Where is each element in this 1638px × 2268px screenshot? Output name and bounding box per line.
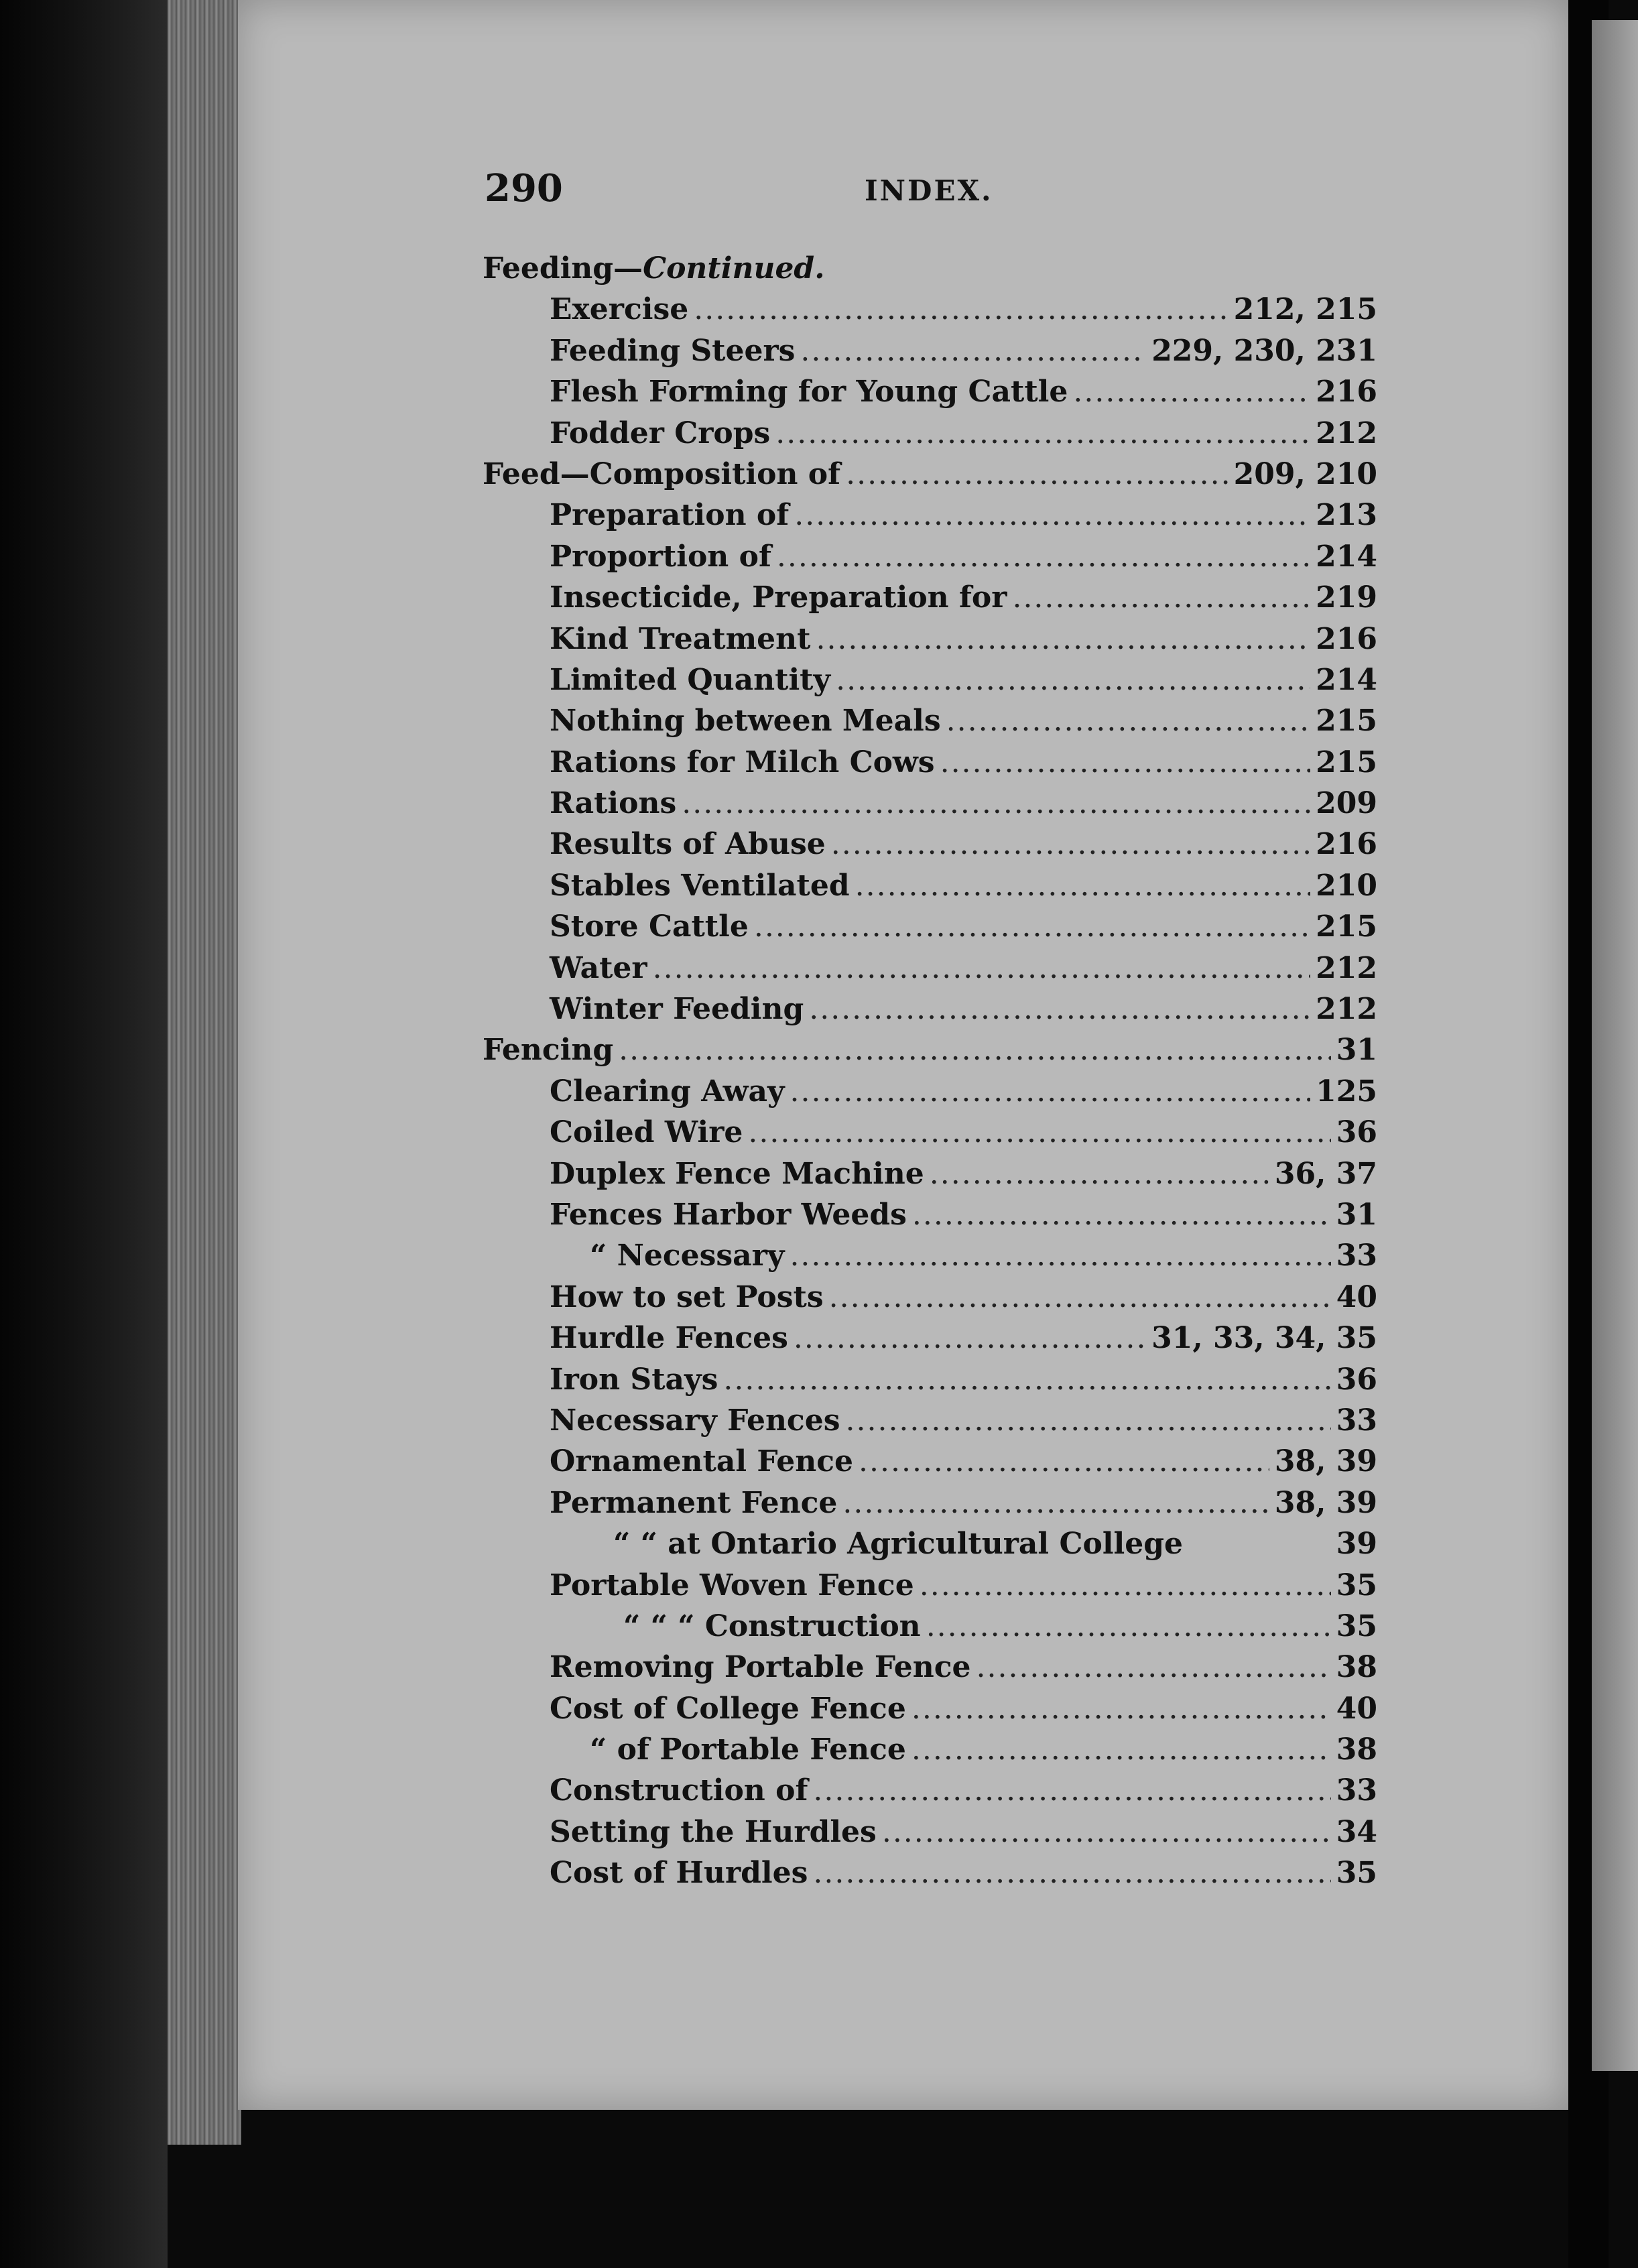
facing-page-edge — [1592, 20, 1638, 2071]
dot-leader — [946, 704, 1311, 738]
index-page-numbers: 38, 39 — [1274, 1444, 1377, 1479]
index-term: Winter Feeding — [550, 992, 804, 1027]
index-term: Results of Abuse — [550, 827, 826, 862]
index-entry — [483, 1650, 1377, 1691]
index-term: Setting the Hurdles — [550, 1814, 877, 1849]
dot-leader — [777, 540, 1310, 574]
dot-leader — [682, 786, 1310, 820]
index-page-numbers: 33 — [1336, 1239, 1377, 1273]
dot-leader — [775, 416, 1310, 450]
index-page-numbers: 212, 215 — [1233, 292, 1377, 327]
dot-leader — [940, 745, 1311, 779]
index-entry — [483, 1527, 1377, 1568]
index-page-numbers: 209 — [1316, 786, 1377, 821]
index-page-numbers: 33 — [1336, 1403, 1377, 1438]
index-term: Cost of Hurdles — [550, 1856, 808, 1891]
index-page-numbers: 38 — [1336, 1650, 1377, 1685]
index-term: Feeding—Continued. — [483, 251, 825, 286]
dot-leader — [748, 1115, 1330, 1149]
index-list — [483, 251, 1377, 1897]
dot-leader — [794, 498, 1310, 532]
index-term: “ “ at Ontario Agricultural College — [613, 1527, 1184, 1562]
dot-leader — [829, 1280, 1331, 1314]
dot-leader — [813, 1773, 1330, 1808]
index-entry — [483, 1732, 1377, 1773]
index-entry — [483, 951, 1377, 992]
dot-leader — [694, 292, 1228, 326]
index-entry — [483, 1157, 1377, 1198]
index-entry — [483, 1321, 1377, 1362]
index-entry — [483, 1363, 1377, 1403]
index-entry — [483, 1609, 1377, 1650]
index-page-numbers: 212 — [1316, 416, 1377, 450]
index-page-numbers: 216 — [1316, 621, 1377, 656]
dot-leader — [1073, 375, 1310, 409]
index-page-numbers: 215 — [1316, 704, 1377, 739]
index-entry — [483, 375, 1377, 416]
index-term: Hurdle Fences — [550, 1321, 788, 1356]
index-term: Fodder Crops — [550, 416, 771, 450]
index-page-numbers: 214 — [1316, 539, 1377, 574]
index-entry — [483, 663, 1377, 704]
index-continued-label: Continued. — [643, 251, 825, 286]
index-entry — [483, 1239, 1377, 1279]
index-page-numbers: 125 — [1316, 1074, 1377, 1109]
index-term: Water — [550, 950, 647, 985]
index-term: Feed—Composition of — [483, 456, 841, 491]
index-page-numbers: 40 — [1336, 1279, 1377, 1314]
index-page-numbers: 36 — [1336, 1362, 1377, 1397]
index-term: Necessary Fences — [550, 1403, 840, 1438]
index-term: Permanent Fence — [550, 1485, 838, 1520]
dot-leader — [653, 951, 1311, 985]
index-term: Iron Stays — [550, 1362, 718, 1397]
index-term: Cost of College Fence — [550, 1691, 906, 1726]
index-page-numbers: 31 — [1336, 1033, 1377, 1068]
index-entry — [483, 292, 1377, 333]
index-page-numbers: 31, 33, 34, 35 — [1151, 1321, 1377, 1356]
dot-leader — [754, 909, 1310, 944]
index-entry — [483, 1403, 1377, 1444]
index-term: Proportion of — [550, 539, 771, 574]
index-term: Nothing between Meals — [550, 704, 941, 739]
index-entry — [483, 704, 1377, 745]
index-term: Kind Treatment — [550, 621, 811, 656]
index-page-numbers: 229, 230, 231 — [1151, 333, 1377, 368]
index-term: Ornamental Fence — [550, 1444, 854, 1479]
index-term: Coiled Wire — [550, 1115, 743, 1150]
index-page-numbers: 212 — [1316, 950, 1377, 985]
index-entry — [483, 745, 1377, 786]
index-term: Clearing Away — [550, 1074, 785, 1109]
index-term: Portable Woven Fence — [550, 1568, 914, 1602]
index-term: Fences Harbor Weeds — [550, 1197, 907, 1232]
index-page-numbers: 38, 39 — [1274, 1485, 1377, 1520]
dot-leader — [813, 1856, 1330, 1890]
index-page-numbers: 210 — [1316, 868, 1377, 903]
dot-leader — [920, 1568, 1331, 1602]
index-page-numbers: 216 — [1316, 375, 1377, 410]
index-page-numbers: 213 — [1316, 498, 1377, 533]
index-entry — [483, 622, 1377, 663]
running-head: INDEX. — [865, 174, 993, 207]
index-term: Feeding Steers — [550, 333, 796, 368]
index-entry — [483, 1033, 1377, 1074]
index-term: Fencing — [483, 1033, 614, 1068]
dot-leader — [855, 869, 1311, 903]
index-term: How to set Posts — [550, 1279, 824, 1314]
index-entry — [483, 540, 1377, 580]
index-term: Exercise — [550, 292, 689, 327]
index-page-numbers: 31 — [1336, 1197, 1377, 1232]
dot-leader — [800, 334, 1146, 368]
dot-leader — [911, 1732, 1331, 1767]
index-term: Removing Portable Fence — [550, 1650, 971, 1685]
dot-leader — [809, 992, 1310, 1026]
index-entry — [483, 498, 1377, 539]
index-term: Construction of — [550, 1773, 808, 1808]
dot-leader — [619, 1033, 1331, 1067]
index-entry — [483, 1815, 1377, 1856]
index-term: Preparation of — [550, 498, 790, 533]
index-page-numbers: 35 — [1336, 1568, 1377, 1602]
index-term: “ “ “ Construction — [623, 1609, 921, 1643]
index-page-numbers: 36 — [1336, 1115, 1377, 1150]
index-page-numbers: 214 — [1316, 662, 1377, 697]
book-binding-shadow — [0, 0, 168, 2268]
index-entry — [483, 334, 1377, 375]
dot-leader — [816, 622, 1310, 656]
index-term: Limited Quantity — [550, 662, 831, 697]
index-page-numbers: 39 — [1336, 1527, 1377, 1562]
index-term: Duplex Fence Machine — [550, 1156, 924, 1191]
index-page-numbers: 212 — [1316, 992, 1377, 1027]
dot-leader — [1012, 580, 1310, 615]
dot-leader — [790, 1074, 1311, 1109]
index-term: Rations — [550, 786, 677, 821]
index-page-numbers: 40 — [1336, 1691, 1377, 1726]
index-term: Insecticide, Preparation for — [550, 580, 1007, 615]
dot-leader — [790, 1239, 1330, 1273]
index-entry — [483, 457, 1377, 498]
index-term: Stables Ventilated — [550, 868, 850, 903]
dot-leader — [926, 1609, 1331, 1643]
index-entry — [483, 1692, 1377, 1732]
index-entry — [483, 1198, 1377, 1239]
dot-leader — [859, 1444, 1269, 1478]
page-header — [485, 166, 1376, 213]
index-entry — [483, 1444, 1377, 1485]
index-entry — [483, 1486, 1377, 1527]
dot-leader — [846, 457, 1228, 491]
index-entry — [483, 827, 1377, 868]
dot-leader — [930, 1157, 1269, 1191]
index-term: Store Cattle — [550, 909, 749, 944]
index-term: Flesh Forming for Young Cattle — [550, 375, 1068, 410]
index-page-numbers: 34 — [1336, 1814, 1377, 1849]
index-page-numbers: 36, 37 — [1274, 1156, 1377, 1191]
page-number: 290 — [485, 166, 563, 210]
index-entry — [483, 1773, 1377, 1814]
dot-leader — [912, 1198, 1331, 1232]
dot-leader — [831, 827, 1310, 861]
dot-leader — [882, 1815, 1331, 1849]
index-page-numbers: 209, 210 — [1233, 456, 1377, 491]
index-entry — [483, 786, 1377, 827]
index-entry — [483, 251, 1377, 292]
index-page-numbers: 35 — [1336, 1609, 1377, 1643]
index-page-numbers: 215 — [1316, 909, 1377, 944]
page-edges — [168, 0, 241, 2145]
dot-leader — [723, 1363, 1330, 1397]
index-page-numbers: 216 — [1316, 827, 1377, 862]
index-page-numbers: 219 — [1316, 580, 1377, 615]
dot-leader — [794, 1321, 1146, 1355]
index-term: Rations for Milch Cows — [550, 745, 935, 779]
index-page-numbers: 215 — [1316, 745, 1377, 779]
dot-leader — [842, 1486, 1269, 1520]
index-term: “ Necessary — [590, 1239, 785, 1273]
index-entry — [483, 1856, 1377, 1897]
dot-leader — [846, 1403, 1331, 1438]
index-page-numbers: 35 — [1336, 1856, 1377, 1891]
index-entry — [483, 1280, 1377, 1321]
index-page-numbers: 38 — [1336, 1732, 1377, 1767]
index-entry — [483, 869, 1377, 909]
index-entry — [483, 580, 1377, 621]
index-entry — [483, 416, 1377, 457]
index-entry — [483, 992, 1377, 1033]
index-entry — [483, 1568, 1377, 1609]
dot-leader — [976, 1650, 1330, 1684]
dot-leader — [911, 1692, 1331, 1726]
index-entry — [483, 1074, 1377, 1115]
index-entry — [483, 909, 1377, 950]
index-entry — [483, 1115, 1377, 1156]
index-term: “ of Portable Fence — [590, 1732, 906, 1767]
index-page-numbers: 33 — [1336, 1773, 1377, 1808]
dot-leader — [836, 663, 1310, 697]
